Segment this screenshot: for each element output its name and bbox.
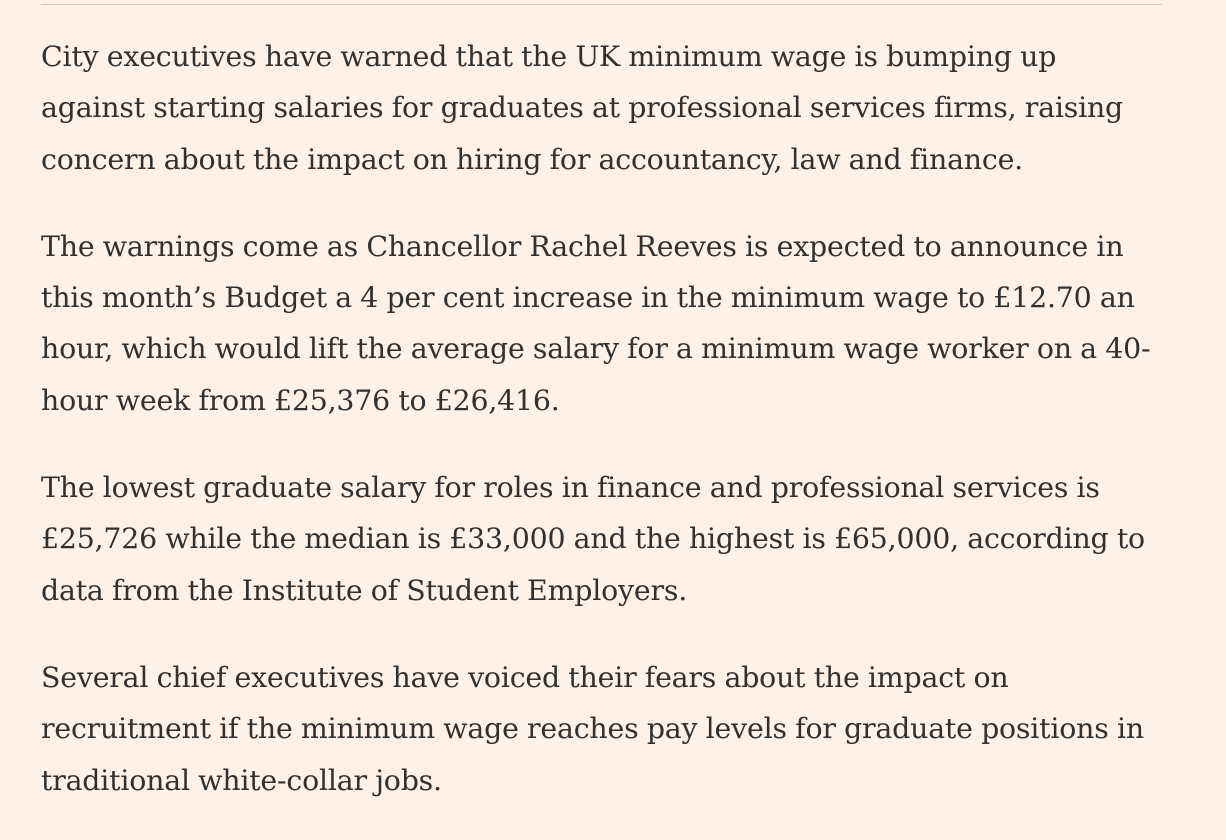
article-paragraph-1: City executives have warned that the UK minimum wage is bumping up against starting salaries for graduates at professional services firms, raising concern about the impact on hiring for accountancy, law and finance. [41,40,1124,176]
article-paragraph-3: The lowest graduate salary for roles in finance and professional services is £25,726 while the median is £33,000 and the highest is £65,000, according to data from the Institute of Student Employers. [41,471,1145,607]
article-body [41,0,1162,806]
article-paragraph-2: The warnings come as Chancellor Rachel Reeves is expected to announce in this month’s Budget a 4 per cent increase in the minimum wage to £12.70 an hour, which would lift the average salary for a minimum wage worker on a 40-hour week from £25,376 to £26,416. [41,229,1151,417]
top-divider [41,4,1162,5]
article-paragraph-4: Several chief executives have voiced their fears about the impact on recruitment if the minimum wage reaches pay levels for graduate positions in traditional white-collar jobs. [41,660,1144,797]
